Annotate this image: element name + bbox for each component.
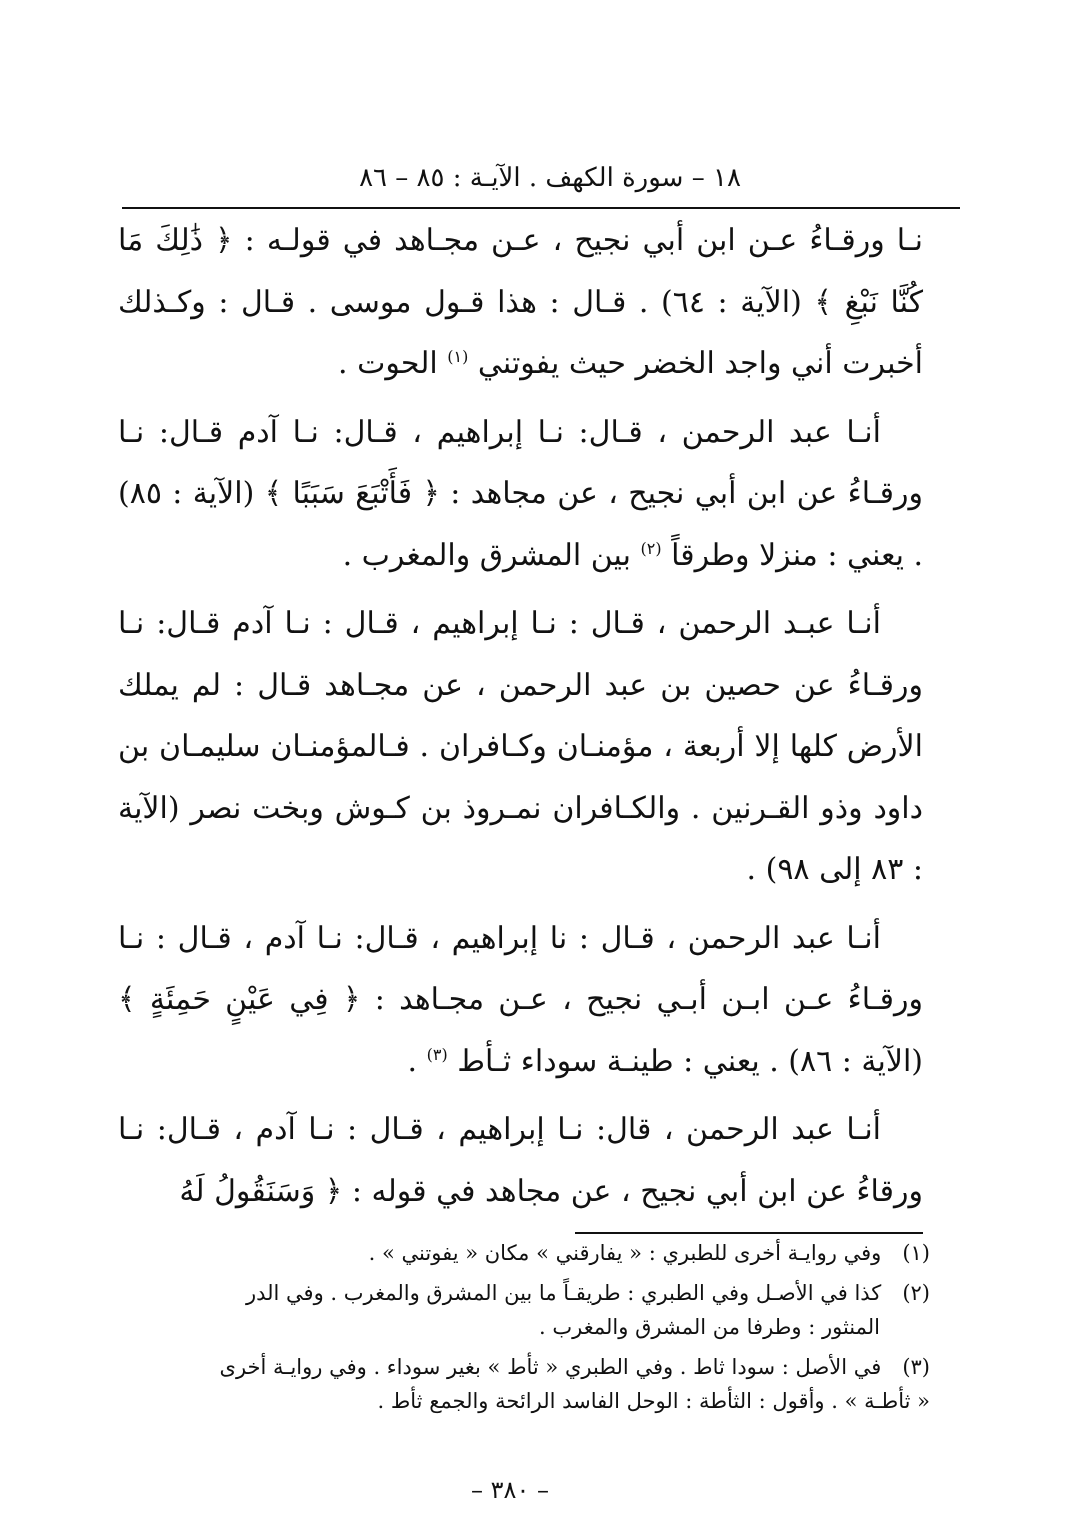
header-rule bbox=[122, 207, 960, 209]
paragraph-3 bbox=[118, 593, 923, 901]
footnote-continuation-2: المنثور : وطرفا من المشرق والمغرب . bbox=[539, 1315, 880, 1339]
paragraph-5-text: أنـا عبد الرحمن ، قال: نـا إبراهيم ، قـال : نـا آدم ، قـال: نـا ورقاءُ عن ابن أبي نجيح ، عن مجاهد في قوله : ﴿ وَسَنَقُولُ لَهُ bbox=[118, 1112, 923, 1209]
paragraph-4-text: أنـا عبد الرحمن ، قـال : نا إبراهيم ، قـال: نـا آدم ، قـال : نـا ورقـاءُ عـن ابـن أبـي نجيح ، عـن مجـاهد : ﴿ فِي عَيْنٍ حَمِئَةٍ ﴾ (الآية : ٨٦) . يعني : طينـة سوداء ثـأط bbox=[118, 920, 923, 1079]
paragraph-2-tail: بين المشرق والمغرب . bbox=[342, 537, 631, 573]
footnote-ref-1: (١) bbox=[447, 347, 469, 366]
footnote-3 bbox=[100, 1350, 930, 1418]
paragraph-4-tail: . bbox=[407, 1043, 418, 1079]
footnotes bbox=[100, 1236, 930, 1418]
paragraph-1-tail: الحوت . bbox=[338, 346, 438, 381]
footnote-number-1: (١) bbox=[902, 1241, 930, 1265]
paragraph-1-text: نـا ورقـاءُ عـن ابن أبي نجيح ، عـن مجـاهد في قولـه : ﴿ ذَٰلِكَ مَا كُنَّا نَبْغِ ﴾ (الآية : ٦٤) . قـال : هذا قـول موسى . قـال : وكـذلك أخبرت أني واجد الخضر حيث يفوتني bbox=[118, 223, 923, 381]
paragraph-3-text: أنـا عبـد الرحمن ، قـال : نـا إبراهيم ، قـال : نـا آدم قـال: نـا ورقـاءُ عن حصين بن عبد الرحمن ، عن مجـاهد قـال : لم يملك الأرض كلها إلا أربعة ، مؤمنـان وكـافران . فـالمؤمنـان سليمـان بن داود وذو القـرنين . والكـافران نمـروذ بن كـوش وبخت نصر (الآية : ٨٣ إلى ٩٨) . bbox=[118, 606, 923, 887]
footnote-text-3: في الأصل : سودا ثاط . وفي الطبري « ثأط » بغير سوداء . وفي روايـة أخرى bbox=[219, 1355, 882, 1379]
page-number: – ٣٨٠ – bbox=[471, 1476, 549, 1504]
footnote-text-2: كذا في الأصـل وفي الطبري : طريقـاً ما بين المشرق والمغرب . وفي الدر bbox=[245, 1281, 882, 1305]
footnote-text-1: وفي روايـة أخرى للطبري : « يفارقني » مكان « يفوتني » . bbox=[368, 1241, 882, 1265]
running-head: ١٨ – سورة الكهف . الآيـة : ٨٥ – ٨٦ bbox=[359, 163, 741, 193]
paragraph-1 bbox=[118, 210, 923, 395]
footnote-1 bbox=[100, 1236, 930, 1270]
footnote-number-2: (٢) bbox=[902, 1281, 930, 1305]
paragraph-5 bbox=[118, 1099, 923, 1222]
main-text bbox=[118, 210, 923, 1222]
paragraph-2-text: أنـا عبد الرحمن ، قـال: نـا إبراهيم ، قـال: نـا آدم قـال: نـا ورقـاءُ عن ابن أبي نجيح ، عن مجاهد : ﴿ فَأَتْبَعَ سَبَبًا ﴾ (الآية : ٨٥) . يعني : منزلا وطرقاً bbox=[118, 414, 923, 573]
footnote-ref-3: (٣) bbox=[426, 1044, 448, 1064]
footnote-number-3: (٣) bbox=[902, 1355, 930, 1379]
paragraph-2 bbox=[118, 402, 923, 587]
footnote-2 bbox=[100, 1276, 930, 1344]
footnote-ref-2: (٢) bbox=[640, 538, 662, 558]
footnote-continuation-3: « ثأطـة » . وأقول : الثأطة : الوحل الفاسد الرائحة والجمع ثأط . bbox=[377, 1389, 930, 1413]
paragraph-4 bbox=[118, 908, 923, 1093]
footnote-rule bbox=[575, 1232, 923, 1234]
